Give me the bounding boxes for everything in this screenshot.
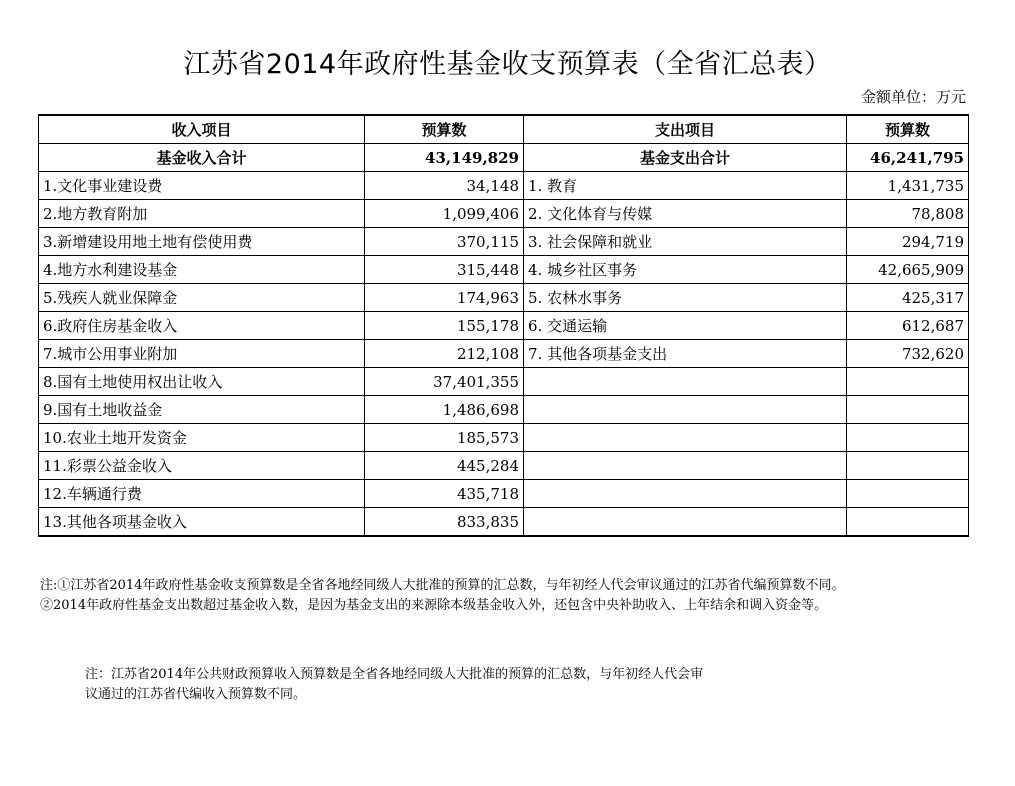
footnote-2-line-2: 议通过的江苏省代编收入预算数不同。 [85,687,307,702]
income-item-value: 155,178 [365,312,524,340]
table-row [39,172,969,200]
total-row [39,144,969,172]
expense-item-label: 2. 文化体育与传媒 [524,200,847,228]
expense-item-label: 4. 城乡社区事务 [524,256,847,284]
income-total-value: 43,149,829 [365,144,524,172]
expense-item-value [847,480,969,508]
expense-item-value: 732,620 [847,340,969,368]
expense-item-label: 7. 其他各项基金支出 [524,340,847,368]
income-item-label: 10.农业土地开发资金 [39,424,365,452]
expense-item-label [524,452,847,480]
expense-total-label: 基金支出合计 [524,144,847,172]
table-row [39,228,969,256]
income-item-value: 212,108 [365,340,524,368]
income-item-value: 1,099,406 [365,200,524,228]
expense-item-label: 5. 农林水事务 [524,284,847,312]
income-item-value: 370,115 [365,228,524,256]
expense-item-label: 3. 社会保障和就业 [524,228,847,256]
income-item-label: 11.彩票公益金收入 [39,452,365,480]
header-income-item: 收入项目 [39,115,365,144]
expense-item-value [847,424,969,452]
income-item-label: 3.新增建设用地土地有偿使用费 [39,228,365,256]
header-expense-item: 支出项目 [524,115,847,144]
expense-item-value [847,396,969,424]
expense-item-value [847,508,969,537]
income-item-value: 315,448 [365,256,524,284]
income-item-value: 1,486,698 [365,396,524,424]
income-item-value: 833,835 [365,508,524,537]
table-row [39,312,969,340]
income-item-label: 9.国有土地收益金 [39,396,365,424]
table-row [39,200,969,228]
income-item-value: 34,148 [365,172,524,200]
header-row [39,115,969,144]
expense-item-label [524,508,847,537]
income-item-label: 4.地方水利建设基金 [39,256,365,284]
footnote-2 [85,665,703,705]
expense-item-label: 1. 教育 [524,172,847,200]
income-item-label: 12.车辆通行费 [39,480,365,508]
income-item-label: 6.政府住房基金收入 [39,312,365,340]
expense-item-value: 425,317 [847,284,969,312]
expense-item-label [524,480,847,508]
income-total-label: 基金收入合计 [39,144,365,172]
table-row [39,480,969,508]
expense-item-value: 42,665,909 [847,256,969,284]
income-item-value: 37,401,355 [365,368,524,396]
table-row [39,424,969,452]
expense-item-value [847,452,969,480]
income-item-value: 174,963 [365,284,524,312]
unit-label: 金额单位：万元 [860,88,966,106]
table-row [39,396,969,424]
footnote-1-line-2: ②2014年政府性基金支出数超过基金收入数，是因为基金支出的来源除本级基金收入外，还包含中央补助收入、上年结余和调入资金等。 [40,598,828,613]
page-title: 江苏省2014年政府性基金收支预算表（全省汇总表） [183,49,832,80]
expense-item-value [847,368,969,396]
table-row [39,256,969,284]
expense-item-label [524,368,847,396]
table-row [39,284,969,312]
income-item-label: 7.城市公用事业附加 [39,340,365,368]
income-item-value: 185,573 [365,424,524,452]
footnote-2-line-1: 注：江苏省2014年公共财政预算收入预算数是全省各地经同级人大批准的预算的汇总数，与年初经人代会审 [85,667,704,682]
expense-item-label: 6. 交通运输 [524,312,847,340]
header-income-budget: 预算数 [365,115,524,144]
header-expense-budget: 预算数 [847,115,969,144]
expense-item-value: 612,687 [847,312,969,340]
expense-item-value: 294,719 [847,228,969,256]
income-item-value: 445,284 [365,452,524,480]
income-item-label: 8.国有土地使用权出让收入 [39,368,365,396]
income-item-label: 13.其他各项基金收入 [39,508,365,537]
income-item-label: 1.文化事业建设费 [39,172,365,200]
table-row [39,508,969,537]
expense-item-value: 1,431,735 [847,172,969,200]
expense-item-label [524,396,847,424]
expense-item-value: 78,808 [847,200,969,228]
table-row [39,368,969,396]
table-row [39,340,969,368]
income-item-label: 2.地方教育附加 [39,200,365,228]
footnote-1-line-1: 注:①江苏省2014年政府性基金收支预算数是全省各地经同级人大批准的预算的汇总数，与年初经人代会审议通过的江苏省代编预算数不同。 [40,578,845,593]
income-item-value: 435,718 [365,480,524,508]
table-row [39,452,969,480]
income-item-label: 5.残疾人就业保障金 [39,284,365,312]
expense-item-label [524,424,847,452]
footnote-1 [40,576,844,616]
expense-total-value: 46,241,795 [847,144,969,172]
budget-table [38,114,969,537]
